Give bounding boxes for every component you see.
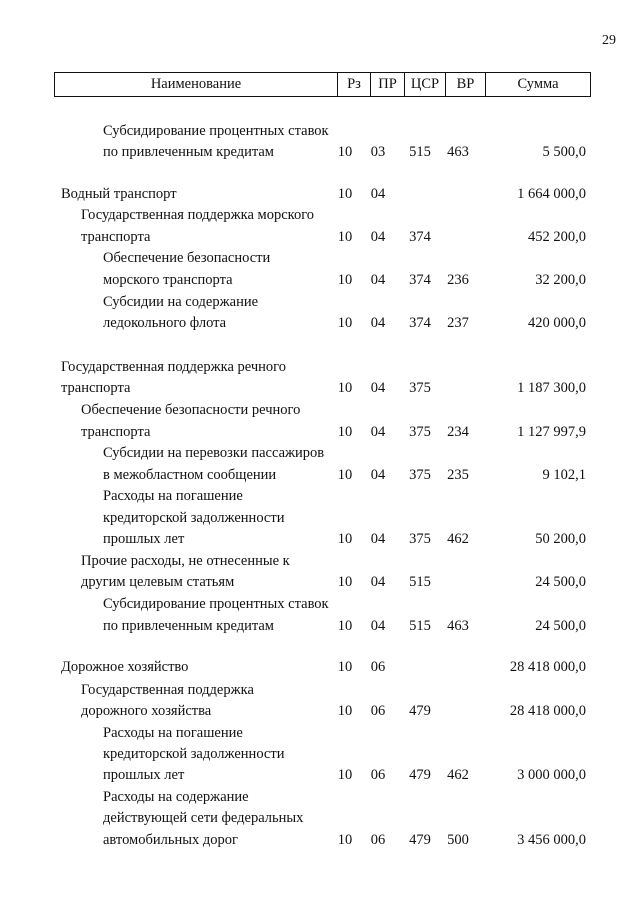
row-pr: 04 [370,424,386,440]
row-name: кредиторской задолженности [103,746,285,762]
row-pr: 04 [370,186,386,202]
row-pr: 06 [370,767,386,783]
table-row [0,356,640,378]
table-header [54,72,591,97]
row-rz: 10 [337,315,353,331]
row-name: Субсидии на перевозки пассажиров [103,445,325,461]
row-rz: 10 [337,186,353,202]
row-pr: 06 [370,659,386,675]
row-name: Субсидии на содержание [103,294,259,310]
row-name: действующей сети федеральных [103,810,304,826]
row-vr: 500 [447,832,469,848]
table-row [0,743,640,765]
table-row [0,377,640,399]
row-sum: 3 000 000,0 [517,767,586,783]
row-vr: 463 [447,144,469,160]
row-rz: 10 [337,574,353,590]
table-row [0,204,640,226]
row-sum: 452 200,0 [528,229,586,245]
row-vr: 235 [447,467,469,483]
row-sum: 5 500,0 [542,144,586,160]
header-pr: ПР [371,73,405,96]
table-row [0,291,640,313]
row-csr: 374 [409,229,431,245]
table-row [0,269,640,291]
row-name: Субсидирование процентных ставок [103,596,329,612]
row-name: Субсидирование процентных ставок [103,123,329,139]
row-name: прошлых лет [103,531,185,547]
row-name: Дорожное хозяйство [61,659,189,675]
table-row [0,700,640,722]
row-csr: 479 [409,703,431,719]
row-pr: 04 [370,531,386,547]
row-pr: 04 [370,272,386,288]
row-csr: 479 [409,767,431,783]
row-name: Государственная поддержка речного [61,359,286,375]
row-csr: 479 [409,832,431,848]
table-row [0,507,640,529]
row-sum: 24 500,0 [535,618,586,634]
row-name: по привлеченным кредитам [103,618,274,634]
table-row [0,656,640,678]
row-rz: 10 [337,424,353,440]
table-row [0,312,640,334]
table-row [0,464,640,486]
row-pr: 04 [370,467,386,483]
row-name: Расходы на погашение [103,488,243,504]
row-name: другим целевым статьям [81,574,235,590]
row-pr: 04 [370,380,386,396]
row-pr: 06 [370,703,386,719]
row-name: прошлых лет [103,767,185,783]
row-sum: 1 127 997,9 [517,424,586,440]
row-pr: 04 [370,315,386,331]
row-sum: 50 200,0 [535,531,586,547]
row-rz: 10 [337,229,353,245]
row-name: дорожного хозяйства [81,703,212,719]
row-csr: 374 [409,315,431,331]
table-row [0,550,640,572]
row-vr: 236 [447,272,469,288]
row-csr: 375 [409,424,431,440]
row-sum: 9 102,1 [542,467,586,483]
header-rz: Рз [338,73,371,96]
row-name: Расходы на погашение [103,725,243,741]
table-row [0,615,640,637]
header-vr: ВР [446,73,486,96]
table-row [0,528,640,550]
row-csr: 515 [409,618,431,634]
table-row [0,226,640,248]
row-sum: 1 187 300,0 [517,380,586,396]
row-pr: 04 [370,618,386,634]
row-sum: 28 418 000,0 [509,659,586,675]
row-csr: 515 [409,574,431,590]
table-row [0,399,640,421]
row-name: ледокольного флота [103,315,227,331]
table-row [0,764,640,786]
row-sum: 28 418 000,0 [509,703,586,719]
table-row [0,247,640,269]
table-row [0,421,640,443]
row-name: по привлеченным кредитам [103,144,274,160]
row-csr: 374 [409,272,431,288]
row-sum: 32 200,0 [535,272,586,288]
row-rz: 10 [337,703,353,719]
page-number: 29 [602,33,616,48]
row-vr: 234 [447,424,469,440]
row-name: транспорта [81,229,151,245]
row-vr: 237 [447,315,469,331]
row-csr: 515 [409,144,431,160]
row-rz: 10 [337,467,353,483]
row-name: Водный транспорт [61,186,177,202]
row-csr: 375 [409,531,431,547]
row-pr: 06 [370,832,386,848]
table-row [0,786,640,808]
row-pr: 04 [370,229,386,245]
row-sum: 420 000,0 [528,315,586,331]
table-row [0,829,640,851]
table-row [0,183,640,205]
row-pr: 04 [370,574,386,590]
row-csr: 375 [409,380,431,396]
row-name: Обеспечение безопасности речного [81,402,301,418]
row-name: морского транспорта [103,272,233,288]
row-name: Обеспечение безопасности [103,250,271,266]
row-sum: 24 500,0 [535,574,586,590]
table-row [0,141,640,163]
row-rz: 10 [337,767,353,783]
row-rz: 10 [337,272,353,288]
row-rz: 10 [337,832,353,848]
row-rz: 10 [337,659,353,675]
row-pr: 03 [370,144,386,160]
table-row [0,722,640,744]
header-sum: Сумма [517,76,559,92]
row-name: транспорта [81,424,151,440]
table-row [0,120,640,142]
table-row [0,571,640,593]
row-name: Государственная поддержка морского [81,207,315,223]
row-name: кредиторской задолженности [103,510,285,526]
row-name: автомобильных дорог [103,832,238,848]
table-row [0,485,640,507]
row-sum: 3 456 000,0 [517,832,586,848]
table-row [0,679,640,701]
row-rz: 10 [337,618,353,634]
table-row [0,593,640,615]
row-rz: 10 [337,531,353,547]
row-csr: 375 [409,467,431,483]
row-name: Прочие расходы, не отнесенные к [81,553,290,569]
header-csr: ЦСР [405,73,446,96]
header-name: Наименование [55,73,338,96]
row-rz: 10 [337,380,353,396]
row-name: Расходы на содержание [103,789,249,805]
row-vr: 462 [447,767,469,783]
row-sum: 1 664 000,0 [517,186,586,202]
row-name: транспорта [61,380,131,396]
table-row [0,807,640,829]
row-name: в межобластном сообщении [103,467,277,483]
row-vr: 463 [447,618,469,634]
row-name: Государственная поддержка [81,682,254,698]
table-row [0,442,640,464]
row-vr: 462 [447,531,469,547]
row-rz: 10 [337,144,353,160]
